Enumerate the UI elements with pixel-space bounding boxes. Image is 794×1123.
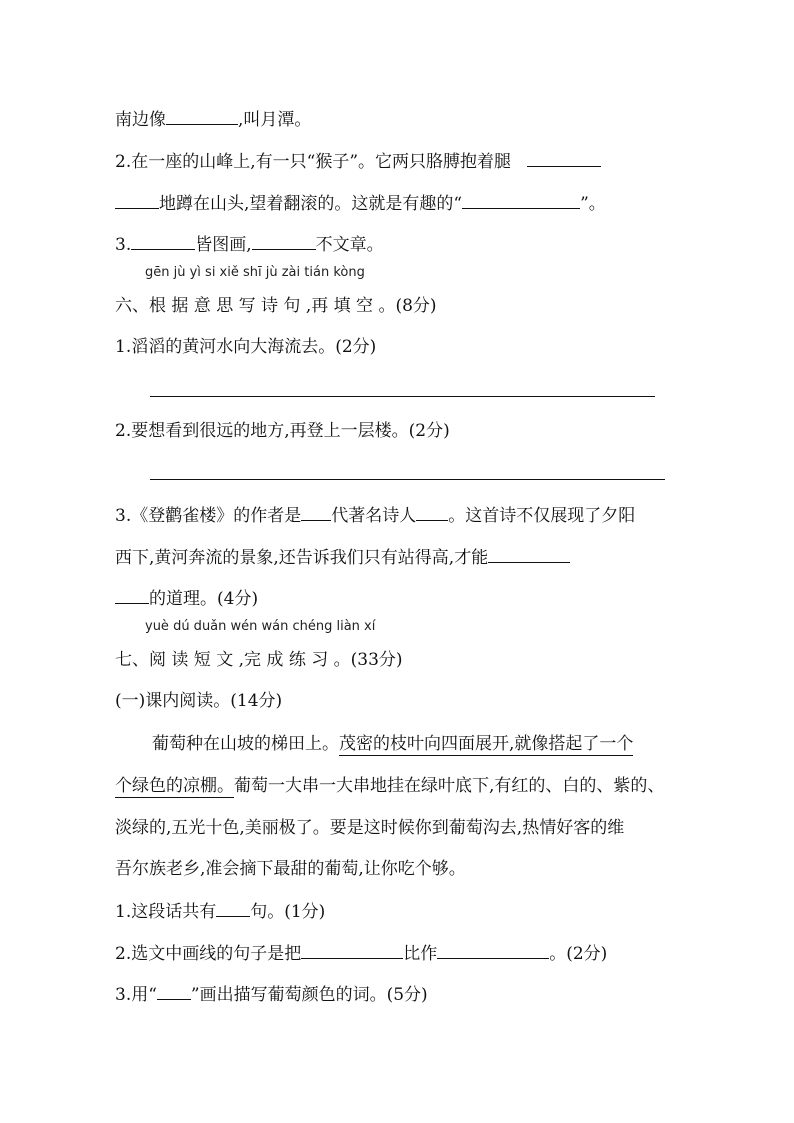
question-text: ”画出描写葡萄颜色的词。(5分): [190, 985, 428, 1005]
question-text: 不文章。: [315, 235, 384, 255]
section-6-q3-line-1: [115, 502, 635, 528]
passage-line-2: [115, 774, 664, 798]
section-6-title: 六、根 据 意 思 写 诗 句 ,再 填 空 。(8分): [115, 296, 437, 316]
answer-blank[interactable]: [131, 231, 195, 250]
section-6-q1: 1.滔滔的黄河水向大海流去。(2分): [115, 337, 377, 357]
answer-blank: [157, 981, 191, 1000]
question-text: 句。(1分): [250, 902, 326, 922]
answer-blank[interactable]: [216, 898, 250, 917]
section-7-subtitle: (一)课内阅读。(14分): [115, 691, 283, 711]
answer-blank[interactable]: [416, 502, 448, 521]
passage-line-1: [152, 732, 633, 756]
question-text: 2.选文中画线的句子是把: [115, 944, 302, 964]
answer-blank[interactable]: [437, 940, 549, 959]
section-7-q1: [115, 898, 325, 924]
answer-blank[interactable]: [166, 106, 238, 125]
passage-text: 葡萄种在山坡的梯田上。: [152, 734, 339, 754]
section-7-q2: [115, 940, 607, 966]
section-6-q3-line-2: [115, 544, 570, 570]
answer-blank[interactable]: [301, 502, 331, 521]
question-text: 皆图画,: [195, 235, 252, 255]
section-6-q3-line-3: [115, 585, 258, 611]
question-text: 地蹲在山头,望着翻滚的: [159, 194, 335, 214]
answer-blank[interactable]: [488, 544, 570, 563]
passage-line-4: 吾尔族老乡,准会摘下最甜的葡萄,让你吃个够。: [115, 859, 466, 879]
underlined-sentence: 茂密的枝叶向四面展开,就像搭起了一个: [339, 734, 634, 754]
answer-blank[interactable]: [301, 940, 403, 959]
passage-line-3: 淡绿的,五光十色,美丽极了。要是这时候你到葡萄沟去,热情好客的维: [115, 818, 625, 838]
question-text: ”。: [580, 194, 606, 214]
question-text: 1.这段话共有: [115, 902, 217, 922]
question-2-line-1: [115, 148, 601, 174]
question-text: 的道理。(4分): [149, 589, 259, 609]
question-3: [115, 231, 384, 257]
underlined-sentence: 个绿色的凉棚。: [115, 776, 234, 796]
section-6-pinyin: gēn jù yì si xiě shī jù zài tián kòng: [145, 265, 365, 280]
answer-line-q1[interactable]: [150, 396, 655, 397]
answer-blank[interactable]: [527, 148, 601, 167]
answer-line-q2[interactable]: [150, 479, 665, 480]
question-text: 3.用“: [115, 985, 157, 1005]
question-2-line-2: [115, 190, 606, 216]
fill-line-1: [115, 106, 311, 132]
question-text: 西下,黄河奔流的景象,还告诉我们只有站得高,才能: [115, 548, 489, 568]
passage-text: 葡萄一大串一大串地挂在绿叶底下,有红的、白的、紫的、: [234, 776, 665, 796]
question-text: 比作: [403, 944, 438, 964]
section-7-title: 七、阅 读 短 文 ,完 成 练 习 。(33分): [115, 650, 403, 670]
question-text: 。这就是有趣的“: [334, 194, 463, 214]
question-number: 3.: [115, 235, 132, 255]
section-6-q2: 2.要想看到很远的地方,再登上一层楼。(2分): [115, 421, 450, 441]
answer-blank[interactable]: [115, 190, 159, 209]
text: ,叫月潭。: [238, 110, 312, 130]
section-7-pinyin: yuè dú duǎn wén wán chéng liàn xí: [145, 619, 376, 634]
text: 南边像: [115, 110, 166, 130]
question-text: 。这首诗不仅展现了夕阳: [448, 506, 636, 526]
answer-blank[interactable]: [115, 585, 149, 604]
question-text: 。(2分): [549, 944, 608, 964]
question-text: 代著名诗人: [331, 506, 417, 526]
answer-blank[interactable]: [462, 190, 580, 209]
answer-blank[interactable]: [252, 231, 316, 250]
question-text: 3.《登鹳雀楼》的作者是: [115, 506, 302, 526]
section-7-q3: [115, 981, 428, 1007]
question-text: 2.在一座的山峰上,有一只“猴子”。它两只胳膊抱着腿: [115, 152, 512, 172]
